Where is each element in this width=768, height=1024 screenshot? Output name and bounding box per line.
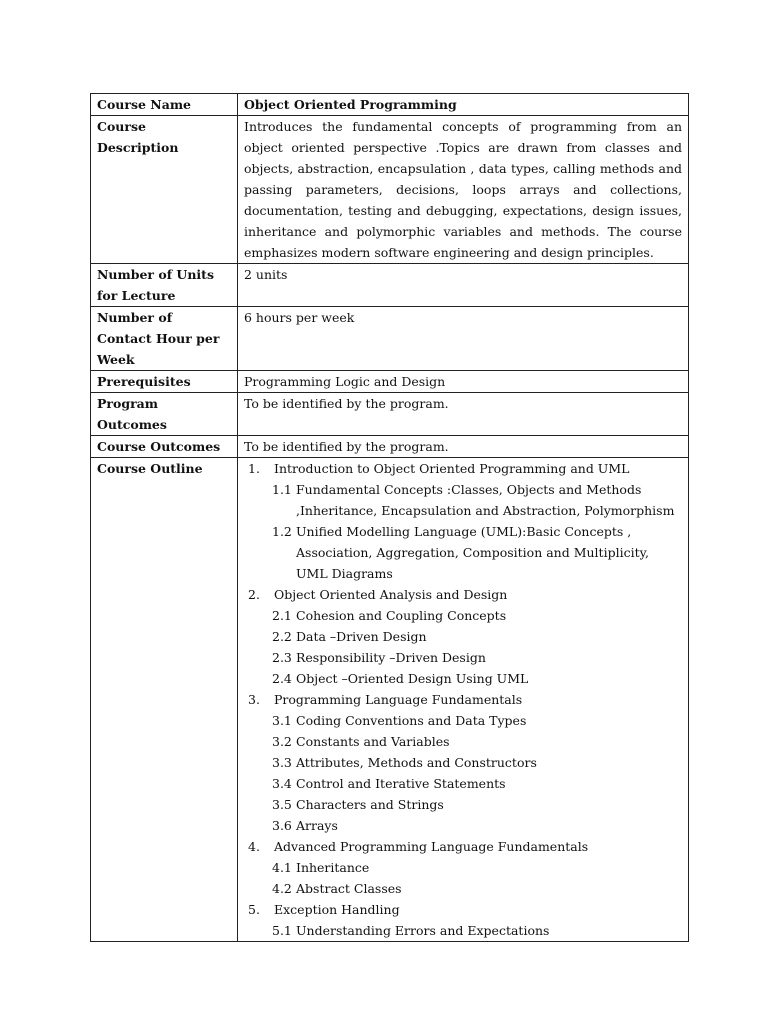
outline-subtopic	[244, 752, 682, 773]
outline-subtopic	[244, 605, 682, 626]
outline-subtopic-text: Control and Iterative Statements	[296, 776, 506, 791]
outline-subtopic-number: 3.4	[272, 776, 292, 791]
outline-topic	[244, 836, 682, 899]
course-outcomes-label: Course Outcomes	[91, 436, 238, 458]
row-course-outline	[91, 458, 689, 942]
outline-topic-title: Introduction to Object Oriented Programming and UML	[274, 461, 630, 476]
outline-subtopic-list	[244, 605, 682, 689]
prerequisites-label: Prerequisites	[91, 371, 238, 393]
program-outcomes-label: Program Outcomes	[91, 393, 238, 436]
outline-topic-number: 3.	[248, 692, 260, 707]
outline-subtopic	[244, 878, 682, 899]
outline-subtopic-number: 3.2	[272, 734, 292, 749]
outline-topic-number: 4.	[248, 839, 260, 854]
outline-subtopic	[244, 479, 682, 521]
outline-topic-title: Advanced Programming Language Fundamentals	[274, 839, 589, 854]
outline-subtopic-number: 4.1	[272, 860, 292, 875]
outline-topic-number: 5.	[248, 902, 260, 917]
outline-subtopic-number: 3.5	[272, 797, 292, 812]
outline-subtopic	[244, 647, 682, 668]
outline-subtopic	[244, 710, 682, 731]
outline-subtopic-text: Fundamental Concepts :Classes, Objects and Methods ,Inheritance, Encapsulation and Abstraction, Polymorphism	[296, 482, 675, 518]
outline-subtopic-text: Responsibility –Driven Design	[296, 650, 486, 665]
outline-subtopic	[244, 857, 682, 878]
outline-topic	[244, 689, 682, 836]
outline-subtopic-text: Characters and Strings	[296, 797, 444, 812]
outline-subtopic-text: Unified Modelling Language (UML):Basic Concepts , Association, Aggregation, Composition and Multiplicity, UML Diagrams	[296, 524, 649, 581]
course-description-value: Introduces the fundamental concepts of programming from an object oriented perspective .Topics are drawn from classes and objects, abstraction, encapsulation , data types, calling methods and passing parameters, decisions, loops arrays and collections, documentation, testing and debugging, expectations, design issues, inheritance and polymorphic variables and methods. The course emphasizes modern software engineering and design principles.	[238, 116, 689, 264]
outline-topic	[244, 899, 682, 941]
outline-subtopic-list	[244, 920, 682, 941]
course-name-value: Object Oriented Programming	[238, 94, 689, 116]
outline-topic	[244, 584, 682, 689]
row-course-outcomes	[91, 436, 689, 458]
outline-subtopic-number: 3.6	[272, 818, 292, 833]
outline-subtopic-text: Data –Driven Design	[296, 629, 427, 644]
outline-subtopic-text: Attributes, Methods and Constructors	[296, 755, 537, 770]
program-outcomes-value: To be identified by the program.	[238, 393, 689, 436]
outline-topic-heading	[244, 458, 682, 479]
outline-subtopic-list	[244, 710, 682, 836]
outline-topic	[244, 458, 682, 584]
row-units	[91, 264, 689, 307]
row-prerequisites	[91, 371, 689, 393]
outline-subtopic-number: 2.3	[272, 650, 292, 665]
outline-subtopic	[244, 815, 682, 836]
course-outline-list	[244, 458, 682, 941]
outline-topic-heading	[244, 899, 682, 920]
course-name-label: Course Name	[91, 94, 238, 116]
outline-subtopic-number: 2.4	[272, 671, 292, 686]
outline-subtopic-list	[244, 479, 682, 584]
course-outline-value	[238, 458, 689, 942]
outline-topic-title: Object Oriented Analysis and Design	[274, 587, 508, 602]
outline-subtopic	[244, 626, 682, 647]
outline-subtopic-number: 1.1	[272, 482, 292, 497]
outline-subtopic-text: Understanding Errors and Expectations	[296, 923, 550, 938]
outline-subtopic	[244, 920, 682, 941]
outline-subtopic	[244, 794, 682, 815]
contact-hours-label: Number of Contact Hour per Week	[91, 307, 238, 371]
outline-subtopic	[244, 731, 682, 752]
row-course-name	[91, 94, 689, 116]
outline-subtopic-number: 5.1	[272, 923, 292, 938]
outline-subtopic-number: 2.1	[272, 608, 292, 623]
course-outcomes-value: To be identified by the program.	[238, 436, 689, 458]
outline-subtopic-number: 3.3	[272, 755, 292, 770]
outline-topic-title: Exception Handling	[274, 902, 400, 917]
course-outline-label: Course Outline	[91, 458, 238, 942]
outline-subtopic	[244, 521, 682, 584]
outline-subtopic-number: 3.1	[272, 713, 292, 728]
units-value: 2 units	[238, 264, 689, 307]
outline-subtopic-number: 1.2	[272, 524, 292, 539]
outline-subtopic	[244, 773, 682, 794]
outline-subtopic-list	[244, 857, 682, 899]
row-course-description	[91, 116, 689, 264]
outline-subtopic-number: 4.2	[272, 881, 292, 896]
units-label: Number of Units for Lecture	[91, 264, 238, 307]
outline-topic-number: 1.	[248, 461, 260, 476]
outline-subtopic-text: Constants and Variables	[296, 734, 450, 749]
outline-topic-number: 2.	[248, 587, 260, 602]
outline-subtopic-text: Cohesion and Coupling Concepts	[296, 608, 507, 623]
outline-subtopic-number: 2.2	[272, 629, 292, 644]
outline-subtopic-text: Inheritance	[296, 860, 370, 875]
contact-hours-value: 6 hours per week	[238, 307, 689, 371]
course-syllabus-table	[90, 93, 689, 942]
outline-subtopic-text: Object –Oriented Design Using UML	[296, 671, 529, 686]
outline-subtopic-text: Abstract Classes	[296, 881, 402, 896]
outline-subtopic-text: Arrays	[296, 818, 338, 833]
outline-topic-heading	[244, 584, 682, 605]
row-contact-hours	[91, 307, 689, 371]
outline-subtopic-text: Coding Conventions and Data Types	[296, 713, 527, 728]
row-program-outcomes	[91, 393, 689, 436]
course-description-label: Course Description	[91, 116, 238, 264]
outline-topic-heading	[244, 836, 682, 857]
outline-topic-title: Programming Language Fundamentals	[274, 692, 523, 707]
prerequisites-value: Programming Logic and Design	[238, 371, 689, 393]
outline-subtopic	[244, 668, 682, 689]
outline-topic-heading	[244, 689, 682, 710]
